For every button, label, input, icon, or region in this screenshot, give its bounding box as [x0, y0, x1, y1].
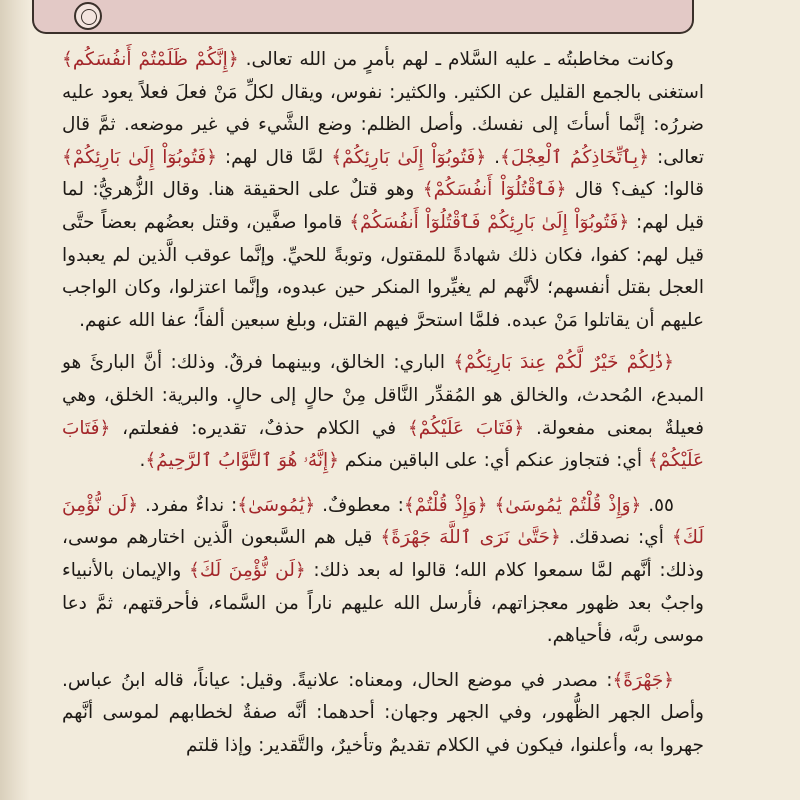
paragraph-3: ٥٥. ﴿وَإِذْ قُلْتُمْ يَٰمُوسَىٰ﴾ ﴿وَإِذْ قُلْتُمْ﴾: معطوفٌ. ﴿يَٰمُوسَىٰ﴾: نداءٌ مفرد. ﴿لَن نُّؤْمِنَ لَكَ﴾ أي: نصدقك. ﴿حَتَّىٰ نَرَى ٱللَّهَ جَهْرَةً﴾ قيل هم السَّبعون الَّذين اختارهم موسى، وذلك: أنَّهم لمَّا سمعوا كلام الله؛ قالوا له بعد ذلك: ﴿لَن نُّؤْمِنَ لَكَ﴾ والإيمان بالأنبياء واجبٌ بعد ظهور معجزاتهم، فأرسل الله عليهم ناراً من السَّماء، فأحرقتهم، ثمَّ دعا موسى ربَّه، فأحياهم. — [62, 494, 704, 647]
quran-quote: ﴿لَن نُّؤْمِنَ لَكَ﴾ — [189, 559, 306, 581]
quran-quote: ﴿فَتُوبُوٓاْ إِلَىٰ بَارِئِكُمْ﴾ — [62, 146, 217, 168]
quran-quote: ﴿فَتَابَ عَلَيْكُمْ﴾ — [62, 417, 704, 472]
page-binding-shadow — [0, 0, 30, 800]
quran-quote: ﴿فَتُوبُوٓاْ إِلَىٰ بَارِئِكُمْ﴾ — [331, 146, 487, 168]
header-frame — [32, 0, 694, 34]
quran-quote: ﴿ذَٰلِكُمْ خَيْرٌ لَّكُمْ عِندَ بَارِئِكُمْ﴾ — [453, 352, 674, 374]
paragraph-4: ﴿جَهْرَةً﴾: مصدر في موضع الحال، ومعناه: علانيةً. وقيل: عياناً، قاله ابنُ عباس. وأصل الجهر الظُّهور، وفي الجهر وجهان: أحدهما: أنَّه صفةٌ لخطابهم لموسى أنَّهم جهروا به، وأعلنوا، فيكون في الكلام تقديمٌ وتأخيرٌ، والتَّقدير: وإذا قلتم — [62, 669, 704, 756]
quran-quote: ﴿فَتُوبُوٓاْ إِلَىٰ بَارِئِكُمْ فَٱقْتُلُوٓاْ أَنفُسَكُمْ﴾ — [349, 211, 630, 233]
quran-quote: ﴿فَتَابَ عَلَيْكُمْ﴾ — [407, 417, 525, 439]
paragraph-2: ﴿ذَٰلِكُمْ خَيْرٌ لَّكُمْ عِندَ بَارِئِكُمْ﴾ الباري: الخالق، وبينهما فرقٌ. وذلك: أنَّ البارئَ هو المبدع، المُحدث، والخالق هو المُقدِّر النَّاقل مِنْ حالٍ إلى حالٍ. والبرية: الخلق، وهي فعيلةٌ بمعنى مفعولة. ﴿فَتَابَ عَلَيْكُمْ﴾ في الكلام حذفٌ، تقديره: ففعلتم، ﴿فَتَابَ عَلَيْكُمْ﴾ أي: فتجاوز عنكم أي: على الباقين منكم ﴿إِنَّهُۥ هُوَ ٱلتَّوَّابُ ٱلرَّحِيمُ﴾. — [62, 352, 704, 472]
quran-quote: ﴿لَن نُّؤْمِنَ لَكَ﴾ — [62, 494, 704, 549]
quran-quote: ﴿وَإِذْ قُلْتُمْ﴾ — [403, 494, 488, 516]
quran-quote: ﴿جَهْرَةً﴾ — [612, 669, 674, 691]
quran-quote: ﴿وَإِذْ قُلْتُمْ يَٰمُوسَىٰ﴾ — [494, 494, 642, 516]
page-text — [62, 44, 704, 762]
verse-marker-icon — [74, 2, 102, 30]
quran-quote: ﴿إِنَّكُمْ ظَلَمْتُمْ أَنفُسَكُم﴾ — [62, 49, 239, 70]
quran-quote: ﴿إِنَّهُۥ هُوَ ٱلتَّوَّابُ ٱلرَّحِيمُ﴾ — [145, 450, 339, 472]
quran-quote: ﴿فَٱقْتُلُوٓاْ أَنفُسَكُمْ﴾ — [422, 179, 567, 201]
quran-quote: ﴿يَٰمُوسَىٰ﴾ — [237, 494, 316, 516]
quran-quote: ﴿بِٱتِّخَاذِكُمُ ٱلْعِجْلَ﴾ — [500, 146, 650, 168]
quran-quote: ﴿حَتَّىٰ نَرَى ٱللَّهَ جَهْرَةً﴾ — [380, 527, 561, 549]
paragraph-1: وكانت مخاطبتُه ـ عليه السَّلام ـ لهم بأمرٍ من الله تعالى. ﴿إِنَّكُمْ ظَلَمْتُمْ أَنفُسَكُم﴾ استغنى بالجمع القليل عن الكثير. والكثير: نفوس، ويقال لكلِّ مَنْ فعلَ فعلاً يعود عليه ضررُه: إنَّما أسأتَ إلى نفسك. وأصل الظلم: وضع الشَّيء في غير موضعه. ثمَّ قال تعالى: ﴿بِٱتِّخَاذِكُمُ ٱلْعِجْلَ﴾. ﴿فَتُوبُوٓاْ إِلَىٰ بَارِئِكُمْ﴾ لمَّا قال لهم: ﴿فَتُوبُوٓاْ إِلَىٰ بَارِئِكُمْ﴾ قالوا: كيف؟ قال ﴿فَٱقْتُلُوٓاْ أَنفُسَكُمْ﴾ وهو قتلٌ على الحقيقة هنا. وقال الزُّهريُّ: لما قيل لهم: ﴿فَتُوبُوٓاْ إِلَىٰ بَارِئِكُمْ فَٱقْتُلُوٓاْ أَنفُسَكُمْ﴾ قاموا صفَّين، وقتل بعضُهم بعضاً حتَّى قيل لهم: كفوا، فكان ذلك شهادةً للمقتول، وتوبةً للحيِّ. وإنَّما عوقب الَّذين لم يعبدوا العجل بقتل أنفسهم؛ لأنَّهم لم يغيِّروا المنكر حين عبدوه، وإنَّما اعتزلوا، وكان الواجب عليهم أن يقاتلوا مَنْ عبده. فلمَّا استحرَّ فيهم القتل، وبلغ سبعين ألفاً؛ عفا الله عنهم. — [62, 49, 705, 331]
